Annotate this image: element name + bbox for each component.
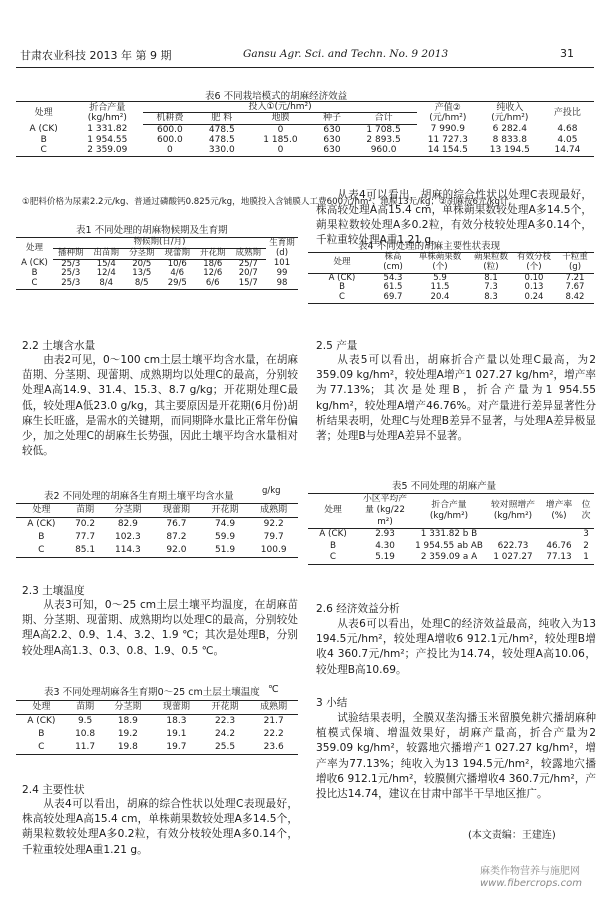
table1-subheader: 成熟期 — [230, 248, 266, 259]
table-cell: 4.30 — [375, 540, 395, 551]
table6-header: 处理 — [16, 102, 71, 125]
table-cell: 25/3 — [61, 268, 81, 279]
table-cell: A (CK) — [328, 272, 356, 283]
table3-caption: 表3 不同处理胡麻各生育期0～25 cm土层土壤温度 — [44, 687, 260, 698]
table-cell: 98 — [266, 279, 298, 289]
section-2-3-title: 2.3 土壤温度 — [22, 585, 85, 597]
table4-header: 处理 — [308, 253, 376, 274]
table-cell: 7 990.9 — [430, 124, 465, 135]
table-cell: 0.13 — [524, 282, 544, 293]
table-row — [308, 293, 594, 303]
table6-subheader: 肥 料 — [196, 113, 247, 124]
table1-subheader: 分茎期 — [124, 248, 160, 259]
table4-header: 千粒重 (g) — [556, 253, 594, 274]
table-cell: 2 893.5 — [366, 135, 401, 146]
table-cell: 99 — [276, 268, 288, 279]
table-cell: 8/5 — [124, 279, 160, 289]
table-cell: 79.7 — [263, 532, 284, 543]
table-cell: 0.10 — [524, 272, 544, 283]
table-cell: 4.68 — [557, 124, 578, 135]
table-row — [16, 279, 298, 289]
table-cell: 8.42 — [556, 293, 594, 303]
table-cell: 2 359.09 a A — [412, 552, 486, 564]
table-cell: C — [308, 552, 358, 564]
table-cell: 22.3 — [215, 716, 236, 727]
table-cell: 0 — [277, 124, 284, 135]
section-2-4-text — [22, 797, 298, 856]
table-cell: 19.1 — [166, 729, 187, 740]
section-2-5-text — [316, 353, 596, 444]
table6-subheader: 种子 — [314, 113, 351, 124]
table-row — [16, 544, 298, 558]
table-cell — [486, 529, 540, 541]
paragraph: 由表2可见，0～100 cm土层土壤平均含水量，在胡麻苗期、分茎期、现蕾期、成熟期均以处理C的最高，分别较处理A高14.9、31.4、15.3、8.7 g/kg；开花期处理C最低，较处理A低23.0 g/kg，其主要原因是开花期(6月份)胡麻生长旺盛，是需水的关键期，而同期降水量比正常年份偏少，加之处理C的胡麻生长势强，因此土壤平均含水量相对较低。 — [22, 354, 298, 458]
table-cell: 7.67 — [565, 282, 585, 293]
table-cell: 69.7 — [376, 293, 410, 303]
table5-header: 增产率 (%) — [540, 494, 578, 529]
table-cell: 29/5 — [159, 279, 195, 289]
table-cell: 12/6 — [203, 268, 223, 279]
table-row — [16, 531, 298, 544]
table4-caption: 表4 不同处理的胡麻主要性状表现 — [358, 241, 501, 252]
table4-header: 蒴果粒数 (粒) — [470, 253, 512, 274]
table-cell: 330.0 — [196, 145, 247, 156]
table-cell: B — [38, 729, 45, 740]
table-row — [308, 529, 594, 541]
table3 — [16, 700, 298, 755]
table-cell: 8.1 — [484, 272, 498, 283]
paragraph: 试验结果表明，全膜双垄沟播玉米留膜免耕穴播胡麻种植模式保墒、增温效果好，胡麻产量高，折合产量为2 359.09 kg/hm²，较露地穴播增产1 027.27 kg/hm²，增产率为77.13%；纯收入为13 194.5元/hm²，较露地穴播增收6 912.1元/hm²，较膜侧穴播增收4 360.7元/hm²，产投比达14.74，建议在甘肃中部半干旱地区推广。 — [316, 712, 596, 801]
table-cell: 13 194.5 — [479, 145, 541, 156]
table5-header: 折合产量 (kg/hm²) — [412, 494, 486, 529]
paragraph: 从表5可以看出，胡麻折合产量以处理C最高，为2 359.09 kg/hm²，较处理A增产1 027.27 kg/hm²，增产率为77.13%；其次是处理B，折合产量为1 954.55 kg/hm²，较处理A增产46.76%。对产量进行差异显著性分析结果表明，处理C与处理B差异不显著，与处理A差异极显著；处理B与处理A差异不显著。 — [316, 354, 596, 443]
table6 — [16, 101, 594, 157]
table-cell: B — [339, 282, 345, 293]
table2-header: 苗期 — [67, 504, 104, 518]
table-row — [16, 518, 298, 532]
section-2-3-text — [22, 598, 298, 659]
table-cell: 1 331.82 — [87, 124, 128, 135]
table-cell: 4.05 — [557, 135, 578, 146]
table-cell: 24.2 — [215, 729, 236, 740]
table-row — [16, 145, 594, 156]
table3-header: 苗期 — [67, 701, 104, 715]
table-cell: 76.7 — [166, 519, 187, 530]
table-cell: 0.24 — [512, 293, 556, 303]
table-cell: B — [329, 540, 337, 551]
table-cell: 101 — [273, 258, 291, 269]
table-cell: 87.2 — [166, 532, 187, 543]
table1-subheader: 播种期 — [53, 248, 89, 259]
section-2-6-text — [316, 617, 596, 678]
table-cell: 9.5 — [77, 716, 93, 727]
table2-caption: 表2 不同处理的胡麻各生育期土壤平均含水量 — [44, 491, 234, 502]
table1-subheader: 开花期 — [195, 248, 231, 259]
table-cell: A (CK) — [319, 529, 347, 540]
table6-subheader: 地膜 — [247, 113, 314, 124]
table-cell: 8/4 — [88, 279, 124, 289]
table3-header: 现蕾期 — [152, 701, 201, 715]
table-cell: 21.7 — [263, 716, 284, 727]
journal-title: 甘肃农业科技 2013 年 第 9 期 — [20, 49, 172, 62]
table-cell: 1 954.55 — [87, 135, 128, 146]
table-cell: 77.7 — [75, 532, 96, 543]
table-cell: 19.7 — [152, 741, 201, 755]
paragraph: 从表3可知，0～25 cm土层土壤平均温度，在胡麻苗期、分茎期、现蕾期、成熟期均以处理C的最高，分别较处理A高2.2、0.9、1.4、3.2、1.9 ℃；其次是处理B，分别较处理A高1.3、0.3、0.8、1.9、0.5 ℃。 — [22, 599, 298, 657]
table-cell: 92.0 — [152, 544, 201, 558]
table2-header: 分茎期 — [104, 504, 153, 518]
table-cell: 20.4 — [410, 293, 470, 303]
table-cell: 10.8 — [75, 729, 96, 740]
table-row — [308, 273, 594, 283]
table-cell: 0 — [247, 145, 314, 156]
table-cell: 19.2 — [117, 729, 138, 740]
table6-header: 折合产量 (kg/hm²) — [71, 102, 143, 125]
table1-subheader: 现蕾期 — [159, 248, 195, 259]
table-row — [16, 124, 594, 135]
table5-header: 处理 — [308, 494, 358, 529]
table3-header: 处理 — [16, 701, 67, 715]
table-cell: 960.0 — [350, 145, 417, 156]
table-cell: 7.21 — [565, 272, 585, 283]
table5-caption: 表5 不同处理的胡麻产量 — [392, 481, 497, 492]
table-cell: 1 708.5 — [366, 124, 401, 135]
table-cell: C — [16, 279, 53, 289]
table-cell: A (CK) — [29, 124, 58, 135]
table-cell: 2 359.09 — [71, 145, 143, 156]
section-2-4-title: 2.4 主要性状 — [22, 784, 85, 796]
table2-unit: g/kg — [262, 486, 281, 496]
table-cell: B — [31, 268, 38, 279]
table-cell: 478.5 — [208, 124, 235, 135]
table-cell: 15/7 — [230, 279, 266, 289]
table-cell: 11 727.3 — [427, 135, 468, 146]
table6-subheader: 合计 — [350, 113, 417, 124]
table-cell: 20/5 — [132, 258, 152, 269]
table-cell: A (CK) — [27, 716, 56, 727]
table-cell: 20/7 — [238, 268, 258, 279]
table-row — [308, 552, 594, 564]
paragraph: 从表4可以看出，胡麻的综合性状以处理C表现最好，株高较处理A高15.4 cm，单株蒴果数较处理A多14.5个，蒴果粒数较处理A多0.2粒，有效分枝较处理A多0.14个，千粒重较处理A重1.21 g。 — [316, 188, 592, 247]
table-cell: 12/4 — [96, 268, 116, 279]
table-row — [308, 541, 594, 552]
table-cell: 622.73 — [497, 540, 529, 551]
table-cell: 5.9 — [433, 272, 447, 283]
table-cell: 18.9 — [117, 716, 138, 727]
table-cell: A (CK) — [21, 258, 48, 269]
table-cell: 25/3 — [53, 279, 89, 289]
table-cell: 74.9 — [215, 519, 236, 530]
table6-header: 纯收入 (元/hm²) — [479, 102, 541, 125]
table1-header: 物候期(日/月) — [53, 238, 266, 249]
table-row — [16, 715, 298, 729]
table-cell: 25.5 — [201, 741, 250, 755]
table2-header: 成熟期 — [249, 504, 298, 518]
page-number: 31 — [560, 47, 574, 60]
table-cell: 4/6 — [170, 268, 185, 279]
table-cell: 11.5 — [430, 282, 450, 293]
table6-subheader: 机耕费 — [143, 113, 196, 124]
table6-header: 产投比 — [541, 102, 594, 125]
table-cell: 600.0 — [156, 124, 183, 135]
editor-note: (本文责编：王建连) — [468, 830, 556, 841]
table4-header: 单株蒴果数 (个) — [410, 253, 470, 274]
table-cell: 11.7 — [67, 741, 104, 755]
table-cell: 25/7 — [238, 258, 258, 269]
table5 — [308, 493, 594, 565]
table-cell: B — [38, 532, 45, 543]
table-cell: 7.3 — [484, 282, 498, 293]
section-3-text — [316, 711, 596, 802]
table2-header: 开花期 — [201, 504, 250, 518]
table2-header: 处理 — [16, 504, 67, 518]
table1-caption: 表1 不同处理的胡麻物候期及生育期 — [76, 225, 228, 236]
table-cell: C — [16, 544, 67, 558]
section-2-6-title: 2.6 经济效益分析 — [316, 603, 400, 615]
section-2-5-title: 2.5 产量 — [316, 340, 358, 352]
table3-unit: ℃ — [268, 684, 279, 695]
table-cell: 100.9 — [249, 544, 298, 558]
table-cell: 1 — [578, 552, 594, 564]
table-cell: 6/6 — [195, 279, 231, 289]
table-cell: C — [308, 293, 376, 303]
table-cell: 0 — [143, 145, 196, 156]
table-cell: 478.5 — [208, 135, 235, 146]
section-2-2-text — [22, 353, 298, 459]
table-cell: 114.3 — [104, 544, 153, 558]
table2-header: 现蕾期 — [152, 504, 201, 518]
table1-subheader: 出苗期 — [88, 248, 124, 259]
table6-header: 投入①(元/hm²) — [143, 102, 417, 113]
table-cell: 14.74 — [541, 145, 594, 156]
table-cell: C — [16, 145, 71, 156]
table-row — [308, 283, 594, 293]
table6-caption: 表6 不同栽培模式的胡麻经济效益 — [205, 91, 348, 102]
table-cell: 2.93 — [375, 529, 395, 540]
table-cell: 92.2 — [263, 519, 284, 530]
table-cell: 8.3 — [470, 293, 512, 303]
table-cell: 630 — [323, 135, 341, 146]
table4 — [308, 252, 594, 304]
header-rule — [16, 67, 594, 68]
paragraph: 从表6可以看出，处理C的经济效益最高，纯收入为13 194.5元/hm²，较处理A增收6 912.1元/hm²，较处理B增收4 360.7元/hm²；产投比为14.74，较处理A高10.06，较处理B高10.69。 — [316, 618, 596, 676]
table-cell: 25/3 — [61, 258, 81, 269]
table3-header: 成熟期 — [249, 701, 298, 715]
table6-note: ①肥料价格为尿素2.2元/kg、普通过磷酸钙0.825元/kg，地膜投入含铺膜人工费600元/hm²、地膜13元/kg；②胡麻按6元/kg计。 — [22, 197, 518, 207]
paragraph: 从表4可以看出，胡麻的综合性状以处理C表现最好，株高较处理A高15.4 cm，单株蒴果数较处理A多14.5个，蒴果粒数较处理A多0.2粒，有效分枝较处理A多0.14个，千粒重较处理A重1.21 g。 — [22, 798, 298, 856]
table5-header: 较对照增产 (kg/hm²) — [486, 494, 540, 529]
table-cell: 85.1 — [67, 544, 104, 558]
table-cell: B — [40, 135, 47, 146]
table3-header: 分茎期 — [104, 701, 153, 715]
table1-header: 生育期 (d) — [266, 238, 298, 260]
table-cell: 77.13 — [540, 552, 578, 564]
table-cell: C — [16, 741, 67, 755]
table-row — [16, 135, 594, 145]
table1-header: 处理 — [16, 238, 53, 260]
table-cell: 54.3 — [383, 272, 403, 283]
table3-header: 开花期 — [201, 701, 250, 715]
table-cell: 19.8 — [104, 741, 153, 755]
table-cell: A (CK) — [27, 519, 56, 530]
table-cell: 18/6 — [203, 258, 223, 269]
table-cell: 15/4 — [96, 258, 116, 269]
table-cell: 46.76 — [546, 540, 572, 551]
table-cell: 22.2 — [263, 729, 284, 740]
table-cell: 5.19 — [358, 552, 412, 564]
table-cell: 70.2 — [75, 519, 96, 530]
table-cell: 82.9 — [117, 519, 138, 530]
table-row — [16, 728, 298, 741]
table-cell: 61.5 — [383, 282, 403, 293]
watermark-url: www.fibercrops.com — [480, 878, 582, 889]
table-cell: 6 282.4 — [492, 124, 527, 135]
table-cell: 102.3 — [114, 532, 141, 543]
table-cell: 13/5 — [132, 268, 152, 279]
table2 — [16, 503, 298, 558]
table-cell: 1 185.0 — [263, 135, 298, 146]
table-cell: 630 — [323, 124, 341, 135]
table-cell: 600.0 — [156, 135, 183, 146]
table-cell: 3 — [583, 529, 589, 540]
table-row — [16, 741, 298, 755]
table4-header: 株高 (cm) — [376, 253, 410, 274]
table-cell — [540, 529, 578, 541]
section-2-2-title: 2.2 土壤含水量 — [22, 340, 96, 352]
table-cell: 1 331.82 b B — [420, 529, 478, 540]
table5-header: 小区平均产量 (kg/22 m²) — [358, 494, 412, 529]
watermark-text: 麻类作物营养与施肥网 — [480, 866, 580, 877]
table-cell: 1 027.27 — [486, 552, 540, 564]
table-cell: 18.3 — [166, 716, 187, 727]
journal-title-en: Gansu Agr. Sci. and Techn. No. 9 2013 — [243, 48, 449, 60]
table-cell: 14 154.5 — [417, 145, 479, 156]
table6-header: 产值② (元/hm²) — [417, 102, 479, 125]
table4-header: 有效分枝 (个) — [512, 253, 556, 274]
table-cell: 23.6 — [249, 741, 298, 755]
table-cell: 51.9 — [201, 544, 250, 558]
table-cell: 630 — [314, 145, 351, 156]
table5-header: 位次 — [578, 494, 594, 529]
table-cell: 8 833.8 — [492, 135, 527, 146]
table1 — [16, 237, 298, 290]
table-cell: 1 954.55 ab AB — [415, 540, 483, 551]
section-3-title: 3 小结 — [316, 697, 348, 709]
table-cell: 59.9 — [215, 532, 236, 543]
table-cell: 10/6 — [167, 258, 187, 269]
table-cell: 2 — [583, 540, 589, 551]
